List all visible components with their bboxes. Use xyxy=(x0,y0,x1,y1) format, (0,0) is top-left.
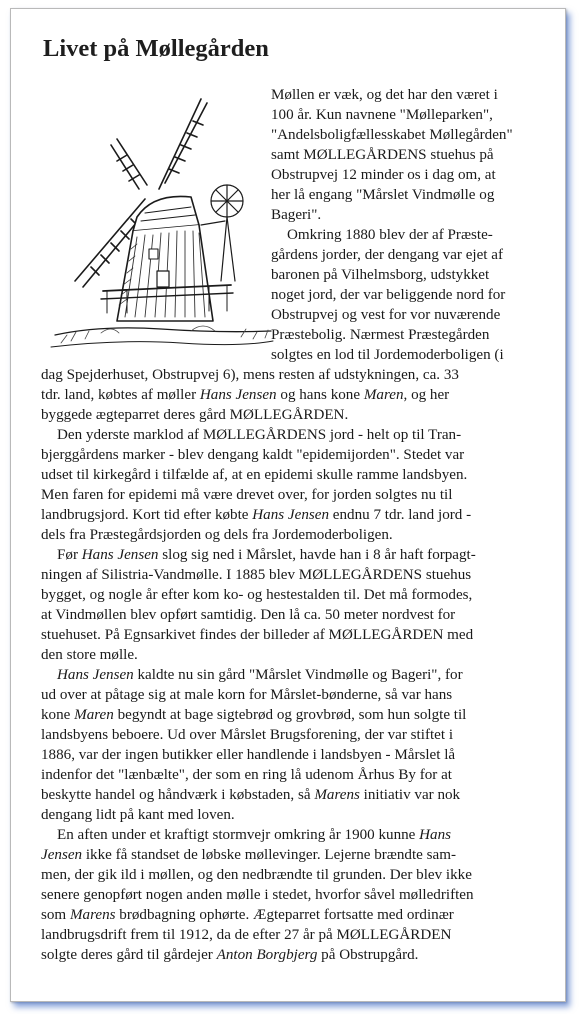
text-line: byggede ægteparret deres gård MØLLEGÅRDEN. xyxy=(41,407,349,423)
text-line: Obstrupvej og vest for vor nuværende xyxy=(271,307,501,323)
text-line: dengang lidt på kant med loven. xyxy=(41,807,235,823)
text-line: En aften under et kraftigt stormvejr omkring år 1900 kunne Hans xyxy=(57,827,452,843)
text-line: dag Spejderhuset, Obstrupvej 6), mens resten af udstykningen, ca. 33 xyxy=(41,367,459,383)
text-line: at Vindmøllen blev opført samtidig. Den lå ca. 50 meter nordvest for xyxy=(41,607,456,623)
text-line: Den yderste marklod af MØLLEGÅRDENS jord - helt op til Tran- xyxy=(57,427,462,443)
text-line: beskytte handel og håndværk i købstaden, så Marens initiativ var nok xyxy=(41,787,461,803)
text-line: stuehuset. På Egnsarkivet findes der billeder af MØLLEGÅRDEN med xyxy=(41,627,474,643)
text-line: tdr. land, købtes af møller Hans Jensen og hans kone Maren, og her xyxy=(41,387,450,403)
text-line: samt MØLLEGÅRDENS stuehus på xyxy=(271,147,494,163)
text-line: senere genopført nogen anden mølle i stedet, hvorfor såvel mølledriften xyxy=(41,887,474,903)
text-line: 100 år. Kun navnene "Mølleparken", xyxy=(271,107,493,123)
text-line: ningen af Silistria-Vandmølle. I 1885 blev MØLLEGÅRDENS stuehus xyxy=(41,567,472,583)
text-line: som Marens brødbagning ophørte. Ægteparret fortsatte med ordinær xyxy=(41,907,454,923)
text-line: landbrugsjord. Kort tid efter købte Hans Jensen endnu 7 tdr. land jord - xyxy=(41,507,472,523)
windmill-sail-left-upper xyxy=(111,139,147,189)
text-line: dels fra Præstegårdsjorden og dels fra Jordemoderboligen. xyxy=(41,527,393,543)
article-page xyxy=(10,8,566,1002)
text-line: her lå engang "Mårslet Vindmølle og xyxy=(271,187,495,203)
text-line: Obstrupvej 12 minder os i dag om, at xyxy=(271,167,496,183)
text-line: gårdens jorder, der dengang var ejet af xyxy=(271,247,503,263)
text-line: baronen på Vilhelmsborg, udstykket xyxy=(271,267,490,283)
text-line: Hans Jensen kaldte nu sin gård "Mårslet Vindmølle og Bageri", for xyxy=(57,667,463,683)
text-line: solgte deres gård til gårdejer Anton Borgbjerg på Obstrupgård. xyxy=(41,947,419,963)
windmill-fantail xyxy=(201,185,243,281)
text-line: indenfor det "lænbælte", der som en ring lå udenom Århus By for at xyxy=(41,767,452,783)
text-line: Jensen ikke få standset de løbske møllevinger. Lejerne brændte sam- xyxy=(41,847,456,863)
article-title: Livet på Møllegården xyxy=(43,35,269,62)
text-line: Omkring 1880 blev der af Præste- xyxy=(287,227,493,243)
text-line: Men faren for epidemi må være drevet over, for jorden solgtes nu til xyxy=(41,487,453,503)
text-line: "Andelsboligfællesskabet Møllegården" xyxy=(271,127,513,143)
text-line: ud over at påtage sig at male korn for Mårslet-bønderne, så var hans xyxy=(41,687,453,703)
text-line: solgtes en lod til Jordemoderboligen (i xyxy=(271,347,504,363)
text-line: Præstebolig. Nærmest Præstegården xyxy=(271,327,490,343)
text-line: kone Maren begyndt at bage sigtebrød og grovbrød, som hun solgte til xyxy=(41,707,467,723)
text-line: Møllen er væk, og det har den været i xyxy=(271,87,498,103)
windmill-illustration xyxy=(41,85,277,367)
text-line: landbrugsdrift frem til 1912, da de efter 27 år på MØLLEGÅRDEN xyxy=(41,927,452,943)
text-line: Før Hans Jensen slog sig ned i Mårslet, havde han i 8 år haft forpagt- xyxy=(57,547,476,563)
text-line: bygget, og nogle år efter kom ko- og hestestalden til. Det må formodes, xyxy=(41,587,473,603)
text-line: noget jord, der var beliggende nord for xyxy=(271,287,506,303)
text-line: Bageri". xyxy=(271,207,322,223)
text-line: 1886, var der ingen butikker eller handlende i landsbyen - Mårslet lå xyxy=(41,747,456,763)
windmill-sail-upper xyxy=(159,99,207,189)
text-line: bjerggårdens marker - blev dengang kaldt "epidemijorden". Stedet var xyxy=(41,447,465,463)
text-line: udset til kirkegård i tilfælde af, at en epidemi skulle ramme landsbyen. xyxy=(41,467,468,483)
text-line: landsbyens beboere. Ud over Mårslet Brugsforening, der var stiftet i xyxy=(41,727,454,743)
text-line: den store mølle. xyxy=(41,647,138,663)
text-line: men, der gik ild i møllen, og den nedbrændte til grunden. Der blev ikke xyxy=(41,867,472,883)
